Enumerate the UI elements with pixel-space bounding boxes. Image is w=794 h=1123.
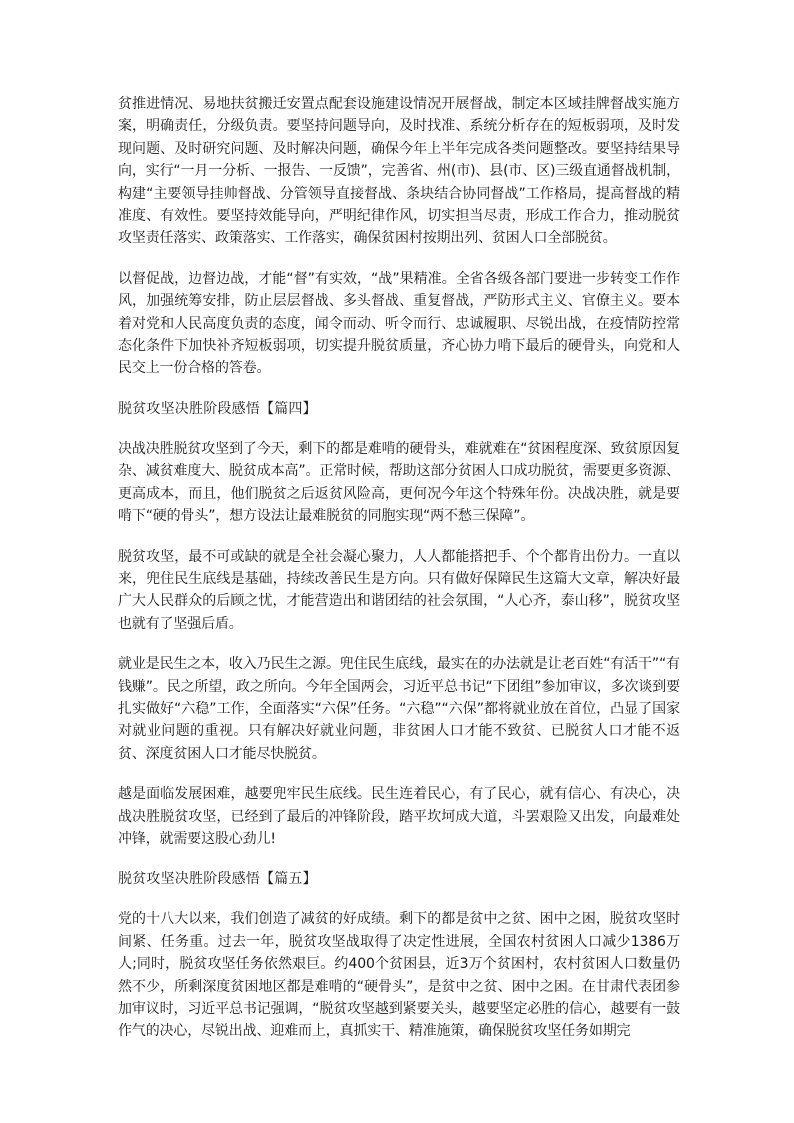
paragraph-gap — [118, 380, 680, 398]
paragraph-social-cohesion: 脱贫攻坚，最不可或缺的就是全社会凝心聚力，人人都能搭把手、个个都肯出份力。一直以来，兜住民生底线是基础，持续改善民生是方向。只有做好保障民生这篇大文章，解决好最广大人民群众的后顾之忧，才能营造出和谐团结的社会氛围，“人心齐，泰山移”，脱贫攻坚也就有了坚强后盾。 — [118, 548, 680, 632]
paragraph-gap — [118, 890, 680, 908]
paragraph-supervision-measures: 贫推进情况、易地扶贫搬迁安置点配套设施建设情况开展督战，制定本区域挂牌督战实施方案，明确责任，分级负责。要坚持问题导向，及时找准、系统分析存在的短板弱项，及时发现问题、及时研究问题、及时解决问题，确保今年上半年完成各类问题整改。要坚持结果导向，实行“一月一分析、一报告、一反馈”，完善省、州(市)、县(市、区)三级直通督战机制，构建“主要领导挂帅督战、分管领导直接督战、条块结合协同督战”工作格局，提高督战的精准度、有效性。要坚持效能导向，严明纪律作风，切实担当尽责，形成工作合力，推动脱贫攻坚责任落实、政策落实、工作落实，确保贫困村按期出列、贫困人口全部脱贫。 — [118, 96, 680, 247]
paragraph-supervise-to-promote-battle: 以督促战，边督边战，才能“督”有实效，“战”果精准。全省各级各部门要进一步转变工作作风，加强统筹安排，防止层层督战、多头督战、重复督战，严防形式主义、官僚主义。要本着对党和人民高度负责的态度，闻令而动、听令而行、忠诚履职、尽锐出战，在疫情防控常态化条件下加快补齐短板弱项，切实提升脱贫质量，齐心协力啃下最后的硬骨头，向党和人民交上一份合格的答卷。 — [118, 270, 680, 377]
paragraph-gap — [118, 635, 680, 653]
paragraph-hard-bones: 决战决胜脱贫攻坚到了今天，剩下的都是难啃的硬骨头，难就难在“贫困程度深、致贫原因复杂、减贫难度大、脱贫成本高”。正常时候，帮助这部分贫困人口成功脱贫，需要更多资源、更高成本，而且，他们脱贫之后返贫风险高，更何况今年这个特殊年份。决战决胜，就是要啃下“硬的骨头”，想方设法让最难脱贫的同胞实现“两不愁三保障”。 — [118, 440, 680, 525]
paragraph-gap — [118, 765, 680, 783]
paragraph-gap — [118, 528, 680, 546]
paragraph-employment: 就业是民生之本，收入乃民生之源。兜住民生底线，最实在的办法就是让老百姓“有活干”“有钱赚”。民之所望，政之所向。今年全国两会，习近平总书记“下团组”参加审议，多次谈到要扎实做好“六稳”工作，全面落实“六保”任务。“六稳”“六保”都将就业放在首位，凸显了国家对就业问题的重视。只有解决好就业问题，非贫困人口才能不致贫、已脱贫人口才能不返贫、深度贫困人口才能尽快脱贫。 — [118, 656, 680, 762]
document-page — [118, 93, 680, 1043]
section-heading-part-five: 脱贫攻坚决胜阶段感悟【篇五】 — [118, 871, 317, 888]
paragraph-gap — [118, 420, 680, 438]
paragraph-gap — [118, 250, 680, 268]
paragraph-gap — [118, 850, 680, 868]
paragraph-livelihood-bottom-line: 越是面临发展困难，越要兜牢民生底线。民生连着民心，有了民心，就有信心、有决心，决战决胜脱贫攻坚，已经到了最后的冲锋阶段，踏平坎坷成大道，斗罢艰险又出发，向最难处冲锋，就需要这股心劲儿! — [118, 786, 680, 847]
section-heading-part-four: 脱贫攻坚决胜阶段感悟【篇四】 — [118, 400, 317, 417]
paragraph-poverty-reduction-achievements: 党的十八大以来，我们创造了减贫的好成绩。剩下的都是贫中之贫、困中之困，脱贫攻坚时间紧、任务重。过去一年，脱贫攻坚战取得了决定性进展，全国农村贫困人口减少1386万人;同时，脱贫攻坚任务依然艰巨。约400个贫困县，近3万个贫困村，农村贫困人口数量仍然不少，所剩深度贫困地区都是难啃的“硬骨头”，是贫中之贫、困中之困。在甘肃代表团参加审议时，习近平总书记强调，“脱贫攻坚越到紧要关头，越要坚定必胜的信心，越要有一鼓作气的决心，尽锐出战、迎难而上，真抓实干、精准施策，确保脱贫攻坚任务如期完 — [118, 911, 680, 1040]
